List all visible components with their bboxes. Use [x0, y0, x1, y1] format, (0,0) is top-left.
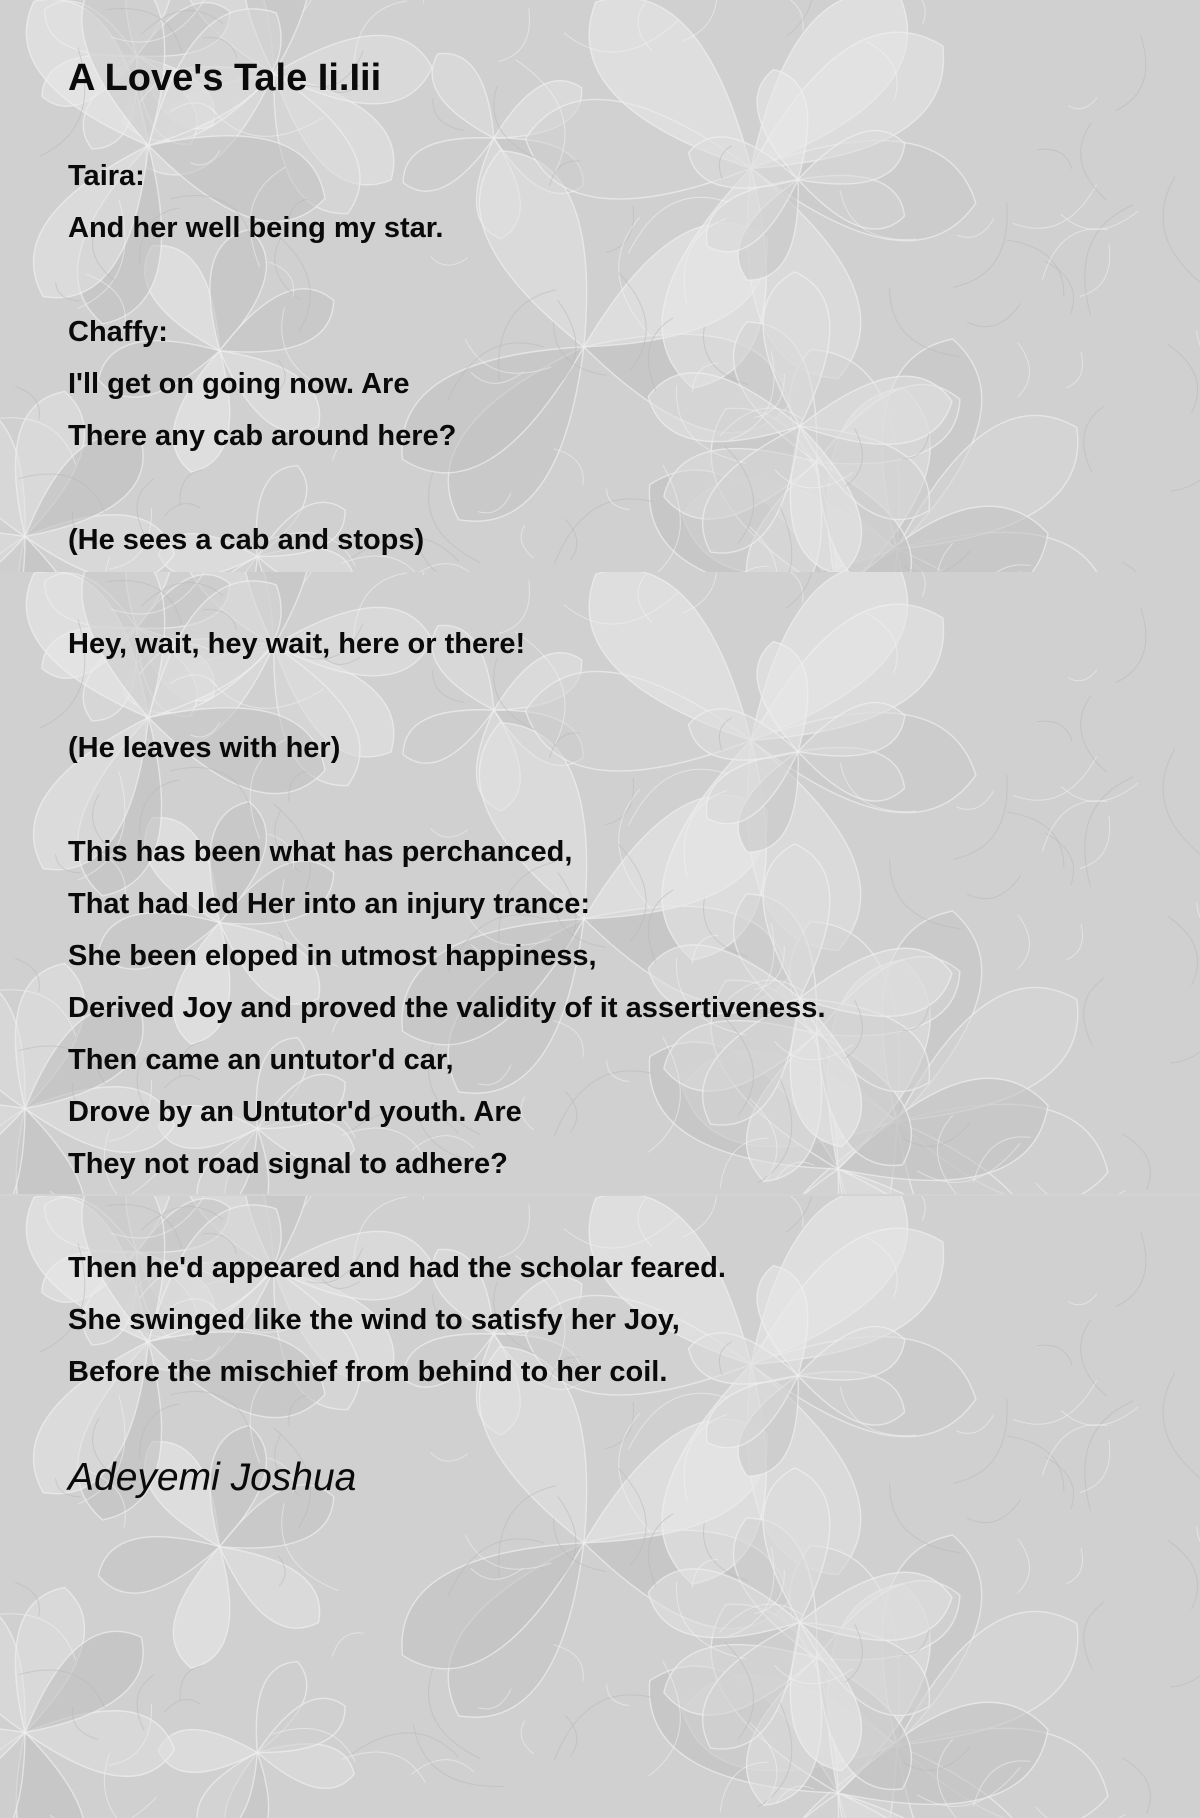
poem-line: There any cab around here? — [68, 420, 457, 452]
poem-line: I'll get on going now. Are — [68, 368, 410, 400]
stanza-break — [68, 462, 826, 514]
poem-line: She swinged like the wind to satisfy her Joy, — [68, 1304, 680, 1336]
stanza-break — [68, 774, 826, 826]
poem-author: Adeyemi Joshua — [68, 1456, 357, 1499]
stanza-break — [68, 254, 826, 306]
poem-line: Then came an untutor'd car, — [68, 1044, 454, 1076]
poem-line: This has been what has perchanced, — [68, 836, 573, 868]
poem-line: Derived Joy and proved the validity of it assertiveness. — [68, 992, 826, 1024]
poem-line: And her well being my star. — [68, 212, 444, 244]
stanza-break — [68, 1190, 826, 1242]
poem-line: Before the mischief from behind to her coil. — [68, 1356, 668, 1388]
stanza-break — [68, 566, 826, 618]
poem-line: Then he'd appeared and had the scholar feared. — [68, 1252, 726, 1284]
poem-line: They not road signal to adhere? — [68, 1148, 508, 1180]
poem-line: She been eloped in utmost happiness, — [68, 940, 597, 972]
poem-line: Taira: — [68, 160, 145, 192]
poem-title: A Love's Tale Ii.Iii — [68, 57, 382, 99]
poem-line: Hey, wait, hey wait, here or there! — [68, 628, 526, 660]
poem-body — [68, 150, 826, 1398]
poem-line: (He sees a cab and stops) — [68, 524, 425, 556]
poem-line: (He leaves with her) — [68, 732, 341, 764]
poem-line: Chaffy: — [68, 316, 168, 348]
poem-line: Drove by an Untutor'd youth. Are — [68, 1096, 522, 1128]
poem-line: That had led Her into an injury trance: — [68, 888, 591, 920]
stanza-break — [68, 670, 826, 722]
